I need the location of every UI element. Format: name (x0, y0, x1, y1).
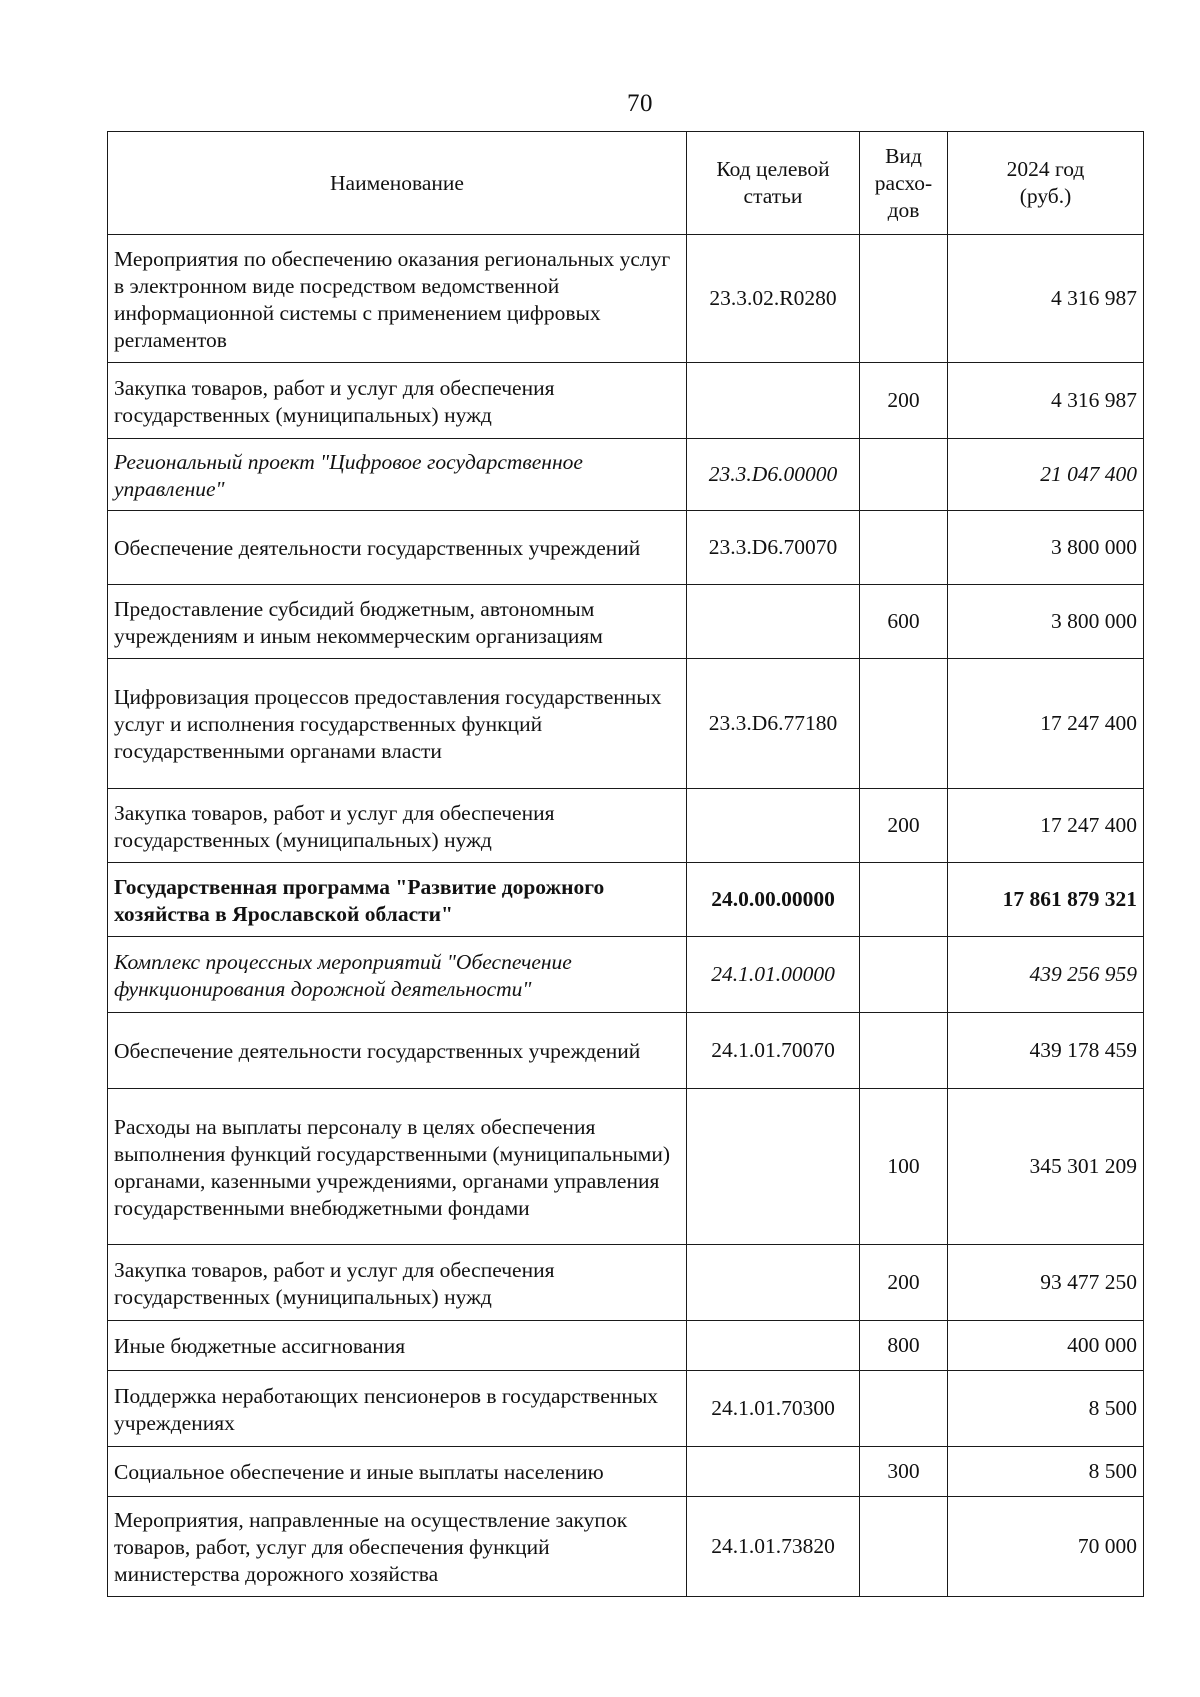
row-type-cell (860, 439, 948, 511)
table-row (108, 1447, 1144, 1497)
row-name-cell: Обеспечение деятельности государственных учреждений (108, 1013, 687, 1089)
row-code-cell: 24.1.01.70070 (687, 1013, 860, 1089)
row-name-cell: Мероприятия, направленные на осуществление закупок товаров, работ, услуг для обеспечения функций министерства дорожного хозяйства (108, 1497, 687, 1597)
table-row (108, 937, 1144, 1013)
row-name-cell: Мероприятия по обеспечению оказания региональных услуг в электронном виде посредством ведомственной информационной системы с применением цифровых регламентов (108, 235, 687, 363)
header-name: Наименование (108, 132, 687, 235)
row-type-cell (860, 863, 948, 937)
row-name-cell: Расходы на выплаты персоналу в целях обеспечения выполнения функций государственными (муниципальными) органами, казенными учреждениями, органами управления государственными внебюджетными фондами (108, 1089, 687, 1245)
row-type-cell: 200 (860, 1245, 948, 1321)
row-code-cell (687, 363, 860, 439)
row-type-cell: 800 (860, 1321, 948, 1371)
table-row (108, 863, 1144, 937)
row-type-cell (860, 1497, 948, 1597)
row-type-cell: 200 (860, 363, 948, 439)
row-code-cell: 23.3.D6.00000 (687, 439, 860, 511)
header-code: Код целевой статьи (687, 132, 860, 235)
row-name-cell: Региональный проект "Цифровое государственное управление" (108, 439, 687, 511)
row-name-cell: Закупка товаров, работ и услуг для обеспечения государственных (муниципальных) нужд (108, 789, 687, 863)
row-type-cell (860, 937, 948, 1013)
row-amount-cell: 4 316 987 (948, 363, 1144, 439)
table-row (108, 1371, 1144, 1447)
table-row (108, 1321, 1144, 1371)
row-code-cell: 24.1.01.70300 (687, 1371, 860, 1447)
header-type: Вид расхо-дов (860, 132, 948, 235)
row-name-cell: Закупка товаров, работ и услуг для обеспечения государственных (муниципальных) нужд (108, 363, 687, 439)
row-type-cell (860, 1371, 948, 1447)
table-row (108, 235, 1144, 363)
row-amount-cell: 439 178 459 (948, 1013, 1144, 1089)
row-amount-cell: 17 247 400 (948, 789, 1144, 863)
row-code-cell: 23.3.02.R0280 (687, 235, 860, 363)
row-amount-cell: 17 247 400 (948, 659, 1144, 789)
header-amount: 2024 год (руб.) (948, 132, 1144, 235)
table-row (108, 1245, 1144, 1321)
row-type-cell: 300 (860, 1447, 948, 1497)
page-number: 70 (627, 90, 653, 117)
row-amount-cell: 8 500 (948, 1371, 1144, 1447)
budget-table (107, 131, 1144, 1597)
row-type-cell: 100 (860, 1089, 948, 1245)
table-row (108, 789, 1144, 863)
header-row (108, 132, 1144, 235)
row-type-cell (860, 511, 948, 585)
row-amount-cell: 8 500 (948, 1447, 1144, 1497)
row-name-cell: Государственная программа "Развитие дорожного хозяйства в Ярославской области" (108, 863, 687, 937)
row-code-cell: 24.1.01.00000 (687, 937, 860, 1013)
table-row (108, 439, 1144, 511)
table-row (108, 511, 1144, 585)
row-name-cell: Социальное обеспечение и иные выплаты населению (108, 1447, 687, 1497)
row-code-cell (687, 1321, 860, 1371)
row-name-cell: Иные бюджетные ассигнования (108, 1321, 687, 1371)
row-amount-cell: 400 000 (948, 1321, 1144, 1371)
row-code-cell (687, 1089, 860, 1245)
row-name-cell: Поддержка неработающих пенсионеров в государственных учреждениях (108, 1371, 687, 1447)
row-code-cell: 24.0.00.00000 (687, 863, 860, 937)
row-name-cell: Комплекс процессных мероприятий "Обеспечение функционирования дорожной деятельности" (108, 937, 687, 1013)
table-row (108, 1497, 1144, 1597)
row-amount-cell: 439 256 959 (948, 937, 1144, 1013)
row-code-cell (687, 585, 860, 659)
row-amount-cell: 3 800 000 (948, 585, 1144, 659)
row-type-cell (860, 235, 948, 363)
row-name-cell: Предоставление субсидий бюджетным, автономным учреждениям и иным некоммерческим организациям (108, 585, 687, 659)
row-code-cell: 24.1.01.73820 (687, 1497, 860, 1597)
row-amount-cell: 3 800 000 (948, 511, 1144, 585)
row-code-cell: 23.3.D6.70070 (687, 511, 860, 585)
table-row (108, 1013, 1144, 1089)
row-type-cell (860, 659, 948, 789)
row-code-cell (687, 1245, 860, 1321)
row-amount-cell: 17 861 879 321 (948, 863, 1144, 937)
row-name-cell: Цифровизация процессов предоставления государственных услуг и исполнения государственных функций государственными органами власти (108, 659, 687, 789)
row-code-cell: 23.3.D6.77180 (687, 659, 860, 789)
row-type-cell (860, 1013, 948, 1089)
row-name-cell: Закупка товаров, работ и услуг для обеспечения государственных (муниципальных) нужд (108, 1245, 687, 1321)
table-header (108, 132, 1144, 235)
row-amount-cell: 21 047 400 (948, 439, 1144, 511)
row-type-cell: 600 (860, 585, 948, 659)
row-name-cell: Обеспечение деятельности государственных учреждений (108, 511, 687, 585)
row-code-cell (687, 1447, 860, 1497)
row-type-cell: 200 (860, 789, 948, 863)
row-amount-cell: 70 000 (948, 1497, 1144, 1597)
row-amount-cell: 93 477 250 (948, 1245, 1144, 1321)
table-body (108, 235, 1144, 1597)
table-row (108, 363, 1144, 439)
row-amount-cell: 4 316 987 (948, 235, 1144, 363)
row-code-cell (687, 789, 860, 863)
table-row (108, 585, 1144, 659)
row-amount-cell: 345 301 209 (948, 1089, 1144, 1245)
table-row (108, 1089, 1144, 1245)
table-row (108, 659, 1144, 789)
